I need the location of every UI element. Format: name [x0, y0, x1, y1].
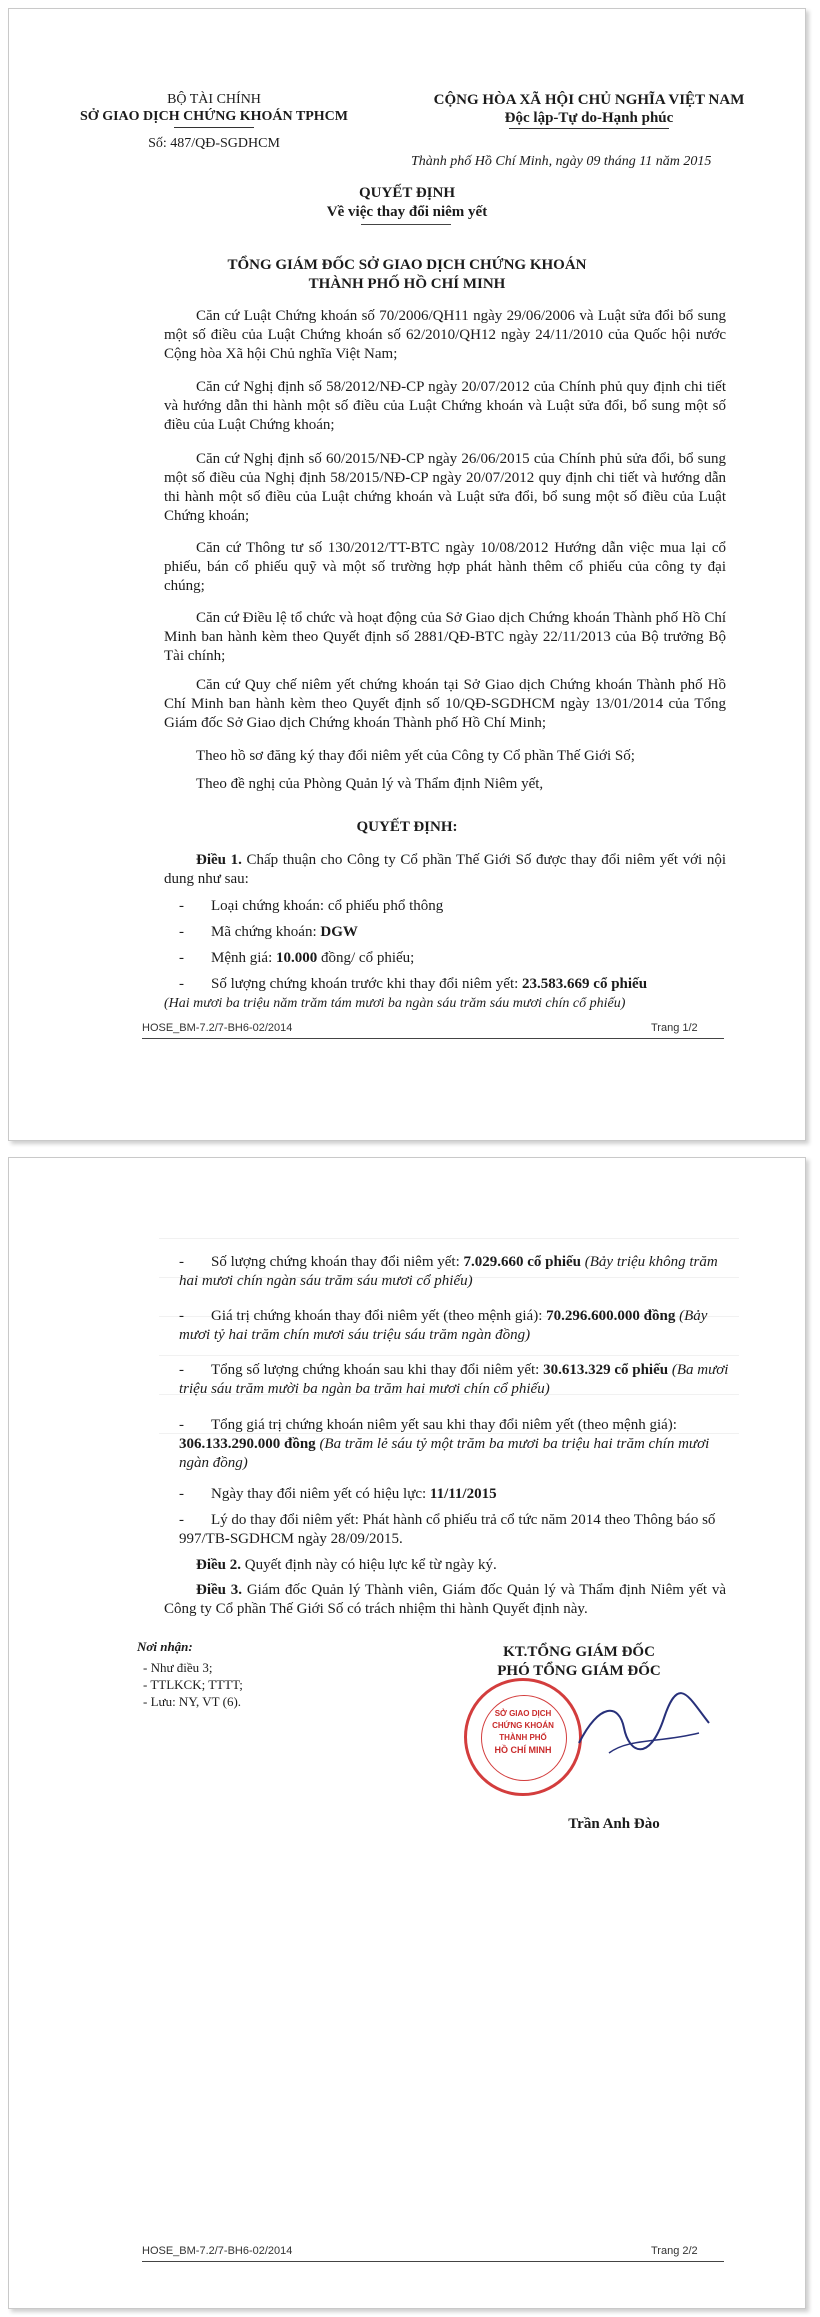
- item-shares-total: - Tổng số lượng chứng khoán sau khi thay đổi niêm yết: 30.613.329 cổ phiếu (Ba mươi triệu sáu trăm mười ba ngàn ba trăm hai mươi chín cổ phiếu): [179, 1362, 729, 1397]
- seal-line-2: CHỨNG KHOÁN: [492, 1721, 554, 1730]
- seal-line-1: SỞ GIAO DỊCH: [494, 1709, 552, 1718]
- document-number: Số: 487/QĐ-SGDHCM: [148, 136, 280, 151]
- page-number: Trang 2/2: [651, 2245, 698, 2257]
- item-par-value: - Mệnh giá: 10.000 đồng/ cổ phiếu;: [179, 950, 415, 966]
- item-effective-date: - Ngày thay đổi niêm yết có hiệu lực: 11/11/2015: [179, 1486, 497, 1502]
- item-security-type: - Loại chứng khoán: cổ phiếu phổ thông: [179, 898, 444, 914]
- seal-line-4: HỒ CHÍ MINH: [494, 1745, 552, 1755]
- republic-name: CỘNG HÒA XÃ HỘI CHỦ NGHĨA VIỆT NAM: [433, 92, 745, 108]
- recipients-title: Nơi nhận:: [137, 1639, 193, 1654]
- shares-before-in-words: (Hai mươi ba triệu năm trăm tám mươi ba ngàn sáu trăm sáu mươi chín cổ phiếu): [164, 996, 626, 1011]
- recipient-1: - Như điều 3;: [143, 1660, 213, 1675]
- recipient-3: - Lưu: NY, VT (6).: [143, 1694, 242, 1709]
- item-ticker: - Mã chứng khoán: DGW: [179, 924, 358, 940]
- recipients-block: [137, 1638, 243, 1710]
- signatory-title-line-2: PHÓ TỔNG GIÁM ĐỐC: [497, 1663, 661, 1679]
- footer-rule: [142, 2261, 724, 2262]
- article-3: Điều 3. Giám đốc Quản lý Thành viên, Giám đốc Quản lý và Thẩm định Niêm yết và Công ty Cổ phần Thế Giới Số có trách nhiệm thi hành Quyết định này.: [164, 1582, 726, 1617]
- item-par-total: - Tổng giá trị chứng khoán niêm yết sau khi thay đổi niêm yết (theo mệnh giá): 306.133.290.000 đồng (Ba trăm lẻ sáu tỷ một trăm ba mươi ba triệu hai trăm chín mươi ngàn đồng): [179, 1417, 710, 1471]
- legal-basis-4: Căn cứ Thông tư số 130/2012/TT-BTC ngày 10/08/2012 Hướng dẫn việc mua lại cổ phiếu, bán cổ phiếu quỹ và một số trường hợp phát hành thêm cổ phiếu của công ty đại chúng;: [164, 540, 726, 594]
- motto-underline: [509, 128, 669, 129]
- issuer-underline: [174, 127, 254, 128]
- signer-name: Trần Anh Đào: [568, 1816, 660, 1832]
- footer-form-code: HOSE_BM-7.2/7-BH6-02/2014: [142, 1022, 293, 1034]
- legal-basis-5: Căn cứ Điều lệ tổ chức và hoạt động của Sở Giao dịch Chứng khoán Thành phố Hồ Chí Minh ban hành kèm theo Quyết định số 2881/QĐ-BTC ngày 22/11/2013 của Bộ trưởng Bộ Tài chính;: [164, 610, 726, 664]
- article-1-label: Điều 1.: [196, 852, 242, 868]
- article-1: Điều 1. Chấp thuận cho Công ty Cổ phần Thế Giới Số được thay đổi niêm yết với nội dung như sau:: [164, 852, 726, 887]
- place-date: Thành phố Hồ Chí Minh, ngày 09 tháng 11 năm 2015: [411, 154, 712, 169]
- decision-heading: QUYẾT ĐỊNH:: [356, 819, 458, 835]
- signatory-title-line-1: KT.TỔNG GIÁM ĐỐC: [503, 1644, 655, 1660]
- footer-rule: [142, 1038, 724, 1039]
- item-par-changed: - Giá trị chứng khoán thay đổi niêm yết (theo mệnh giá): 70.296.600.000 đồng (Bảy mươi tỷ hai trăm chín mươi sáu triệu sáu trăm ngàn đồng): [179, 1308, 708, 1343]
- item-shares-changed: - Số lượng chứng khoán thay đổi niêm yết: 7.029.660 cổ phiếu (Bảy triệu không trăm hai mươi chín ngàn sáu trăm sáu mươi cổ phiếu): [179, 1254, 718, 1289]
- legal-basis-8: Theo đề nghị của Phòng Quản lý và Thẩm định Niêm yết,: [196, 776, 544, 792]
- agency-name: BỘ TÀI CHÍNH: [167, 92, 261, 107]
- legal-basis-6: Căn cứ Quy chế niêm yết chứng khoán tại Sở Giao dịch Chứng khoán Thành phố Hồ Chí Minh ban hành kèm theo Quyết định số 10/QĐ-SGDHCM ngày 13/01/2014 của Tổng Giám đốc Sở Giao dịch Chứng khoán Thành phố Hồ Chí Minh;: [164, 677, 726, 731]
- national-header: [394, 91, 784, 127]
- handwritten-signature: [569, 1683, 719, 1773]
- item-shares-before: - Số lượng chứng khoán trước khi thay đổi niêm yết: 23.583.669 cổ phiếu: [179, 976, 648, 992]
- legal-basis-7: Theo hồ sơ đăng ký thay đổi niêm yết của Công ty Cổ phần Thế Giới Số;: [196, 748, 635, 764]
- issuer-block: [69, 91, 359, 152]
- signatory-title: [449, 1643, 709, 1681]
- exchange-name: SỞ GIAO DỊCH CHỨNG KHOÁN TPHCM: [80, 109, 348, 124]
- official-seal: [464, 1678, 582, 1796]
- recipient-2: - TTLKCK; TTTT;: [143, 1677, 243, 1692]
- national-motto: Độc lập-Tự do-Hạnh phúc: [504, 110, 674, 126]
- legal-basis-2: Căn cứ Nghị định số 58/2012/NĐ-CP ngày 20/07/2012 của Chính phủ quy định chi tiết và hướng dẫn thi hành một số điều của Luật Chứng khoán và Luật sửa đổi, bổ sung một số điều của Luật Chứng khoán;: [164, 379, 726, 433]
- seal-line-3: THÀNH PHỐ: [499, 1733, 547, 1742]
- page-number: Trang 1/2: [651, 1022, 698, 1034]
- authority-line-1: TỔNG GIÁM ĐỐC SỞ GIAO DỊCH CHỨNG KHOÁN: [227, 257, 587, 273]
- item-change-reason: - Lý do thay đổi niêm yết: Phát hành cổ phiếu trả cổ tức năm 2014 theo Thông báo số 997/TB-SGDHCM ngày 28/09/2015.: [179, 1512, 716, 1547]
- article-2: Điều 2. Quyết định này có hiệu lực kể từ ngày ký.: [196, 1557, 497, 1573]
- legal-basis-3: Căn cứ Nghị định số 60/2015/NĐ-CP ngày 26/06/2015 của Chính phủ sửa đổi, bổ sung một số điều của Nghị định 58/2015/NĐ-CP ngày 20/07/2012 quy định chi tiết và hướng dẫn thi hành một số điều của Luật chứng khoán và Luật sửa đổi, bổ sung một số điều của Luật Chứng khoán;: [164, 451, 726, 524]
- document-page-2: [8, 1157, 806, 2309]
- document-page-1: [8, 8, 806, 1141]
- document-title: QUYẾT ĐỊNH: [359, 185, 455, 201]
- title-underline: [361, 224, 451, 225]
- legal-basis-1: Căn cứ Luật Chứng khoán số 70/2006/QH11 ngày 29/06/2006 và Luật sửa đổi bổ sung một số điều của Luật Chứng khoán số 62/2010/QH12 ngày 24/11/2010 của Quốc hội nước Cộng hòa Xã hội Chủ nghĩa Việt Nam;: [164, 308, 726, 362]
- document-subtitle: Về việc thay đổi niêm yết: [326, 204, 488, 220]
- footer-form-code: HOSE_BM-7.2/7-BH6-02/2014: [142, 2245, 293, 2257]
- authority-line-2: THÀNH PHỐ HỒ CHÍ MINH: [308, 276, 506, 292]
- ticker-code: DGW: [320, 924, 358, 940]
